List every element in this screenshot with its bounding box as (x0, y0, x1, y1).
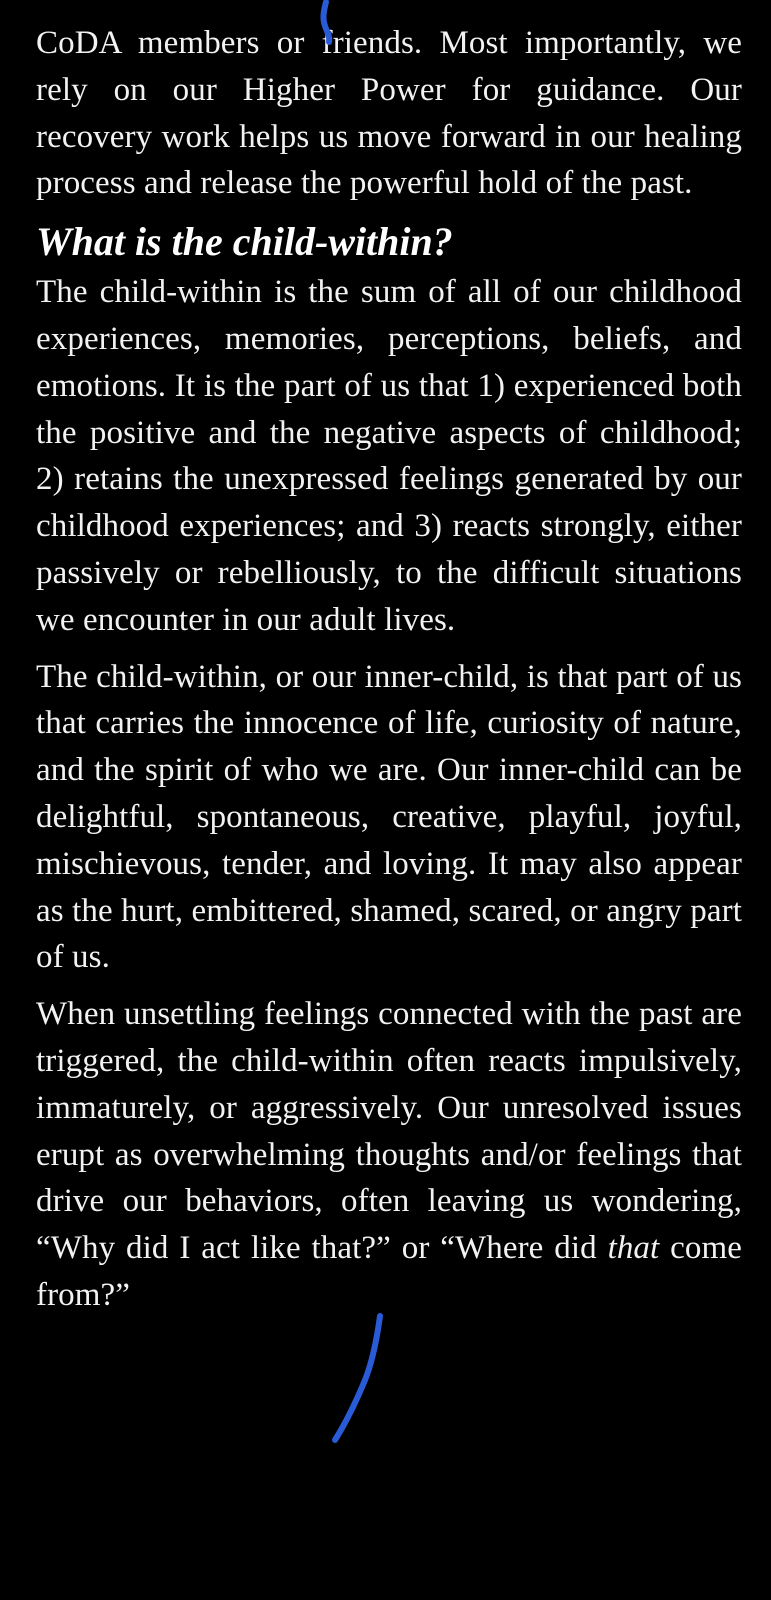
section-heading: What is the child-within? (36, 219, 453, 265)
paragraph-3-text: When unsettling feelings connected with the past are triggered, the child-within often reacts impulsively, immaturely, or aggressively. Our unresolved issues erupt as overwhelming thoughts and/or feelings that drive our behaviors, often leaving us wondering, “Why did I act like that?” or “Where did (36, 996, 742, 1267)
paragraph-3-emphasis: that (607, 1230, 660, 1267)
pen-mark-middle (335, 1316, 380, 1440)
intro-paragraph: CoDA members or friends. Most importantly, we rely on our Higher Power for guidance. Our recovery work helps us move forward in our healing process and release the powerful hold of the past. (36, 25, 742, 202)
paragraph-3 (36, 991, 742, 1319)
paragraph-2: The child-within, or our inner-child, is that part of us that carries the innocence of life, curiosity of nature, and the spirit of who we are. Our inner-child can be delightful, spontaneous, creative, playful, joyful, mischievous, tender, and loving. It may also appear as the hurt, embittered, shamed, scared, or angry part of us. (36, 658, 742, 976)
document-page (36, 20, 742, 1319)
paragraph-3-end: come from?” (36, 1230, 743, 1313)
paragraph-1: The child-within is the sum of all of our childhood experiences, memories, perceptions, beliefs, and emotions. It is the part of us that 1) experienced both the positive and the negative aspects of childhood; 2) retains the unexpressed feelings generated by our childhood experiences; and 3) reacts strongly, either passively or rebelliously, to the difficult situations we encounter in our adult lives. (36, 274, 742, 638)
